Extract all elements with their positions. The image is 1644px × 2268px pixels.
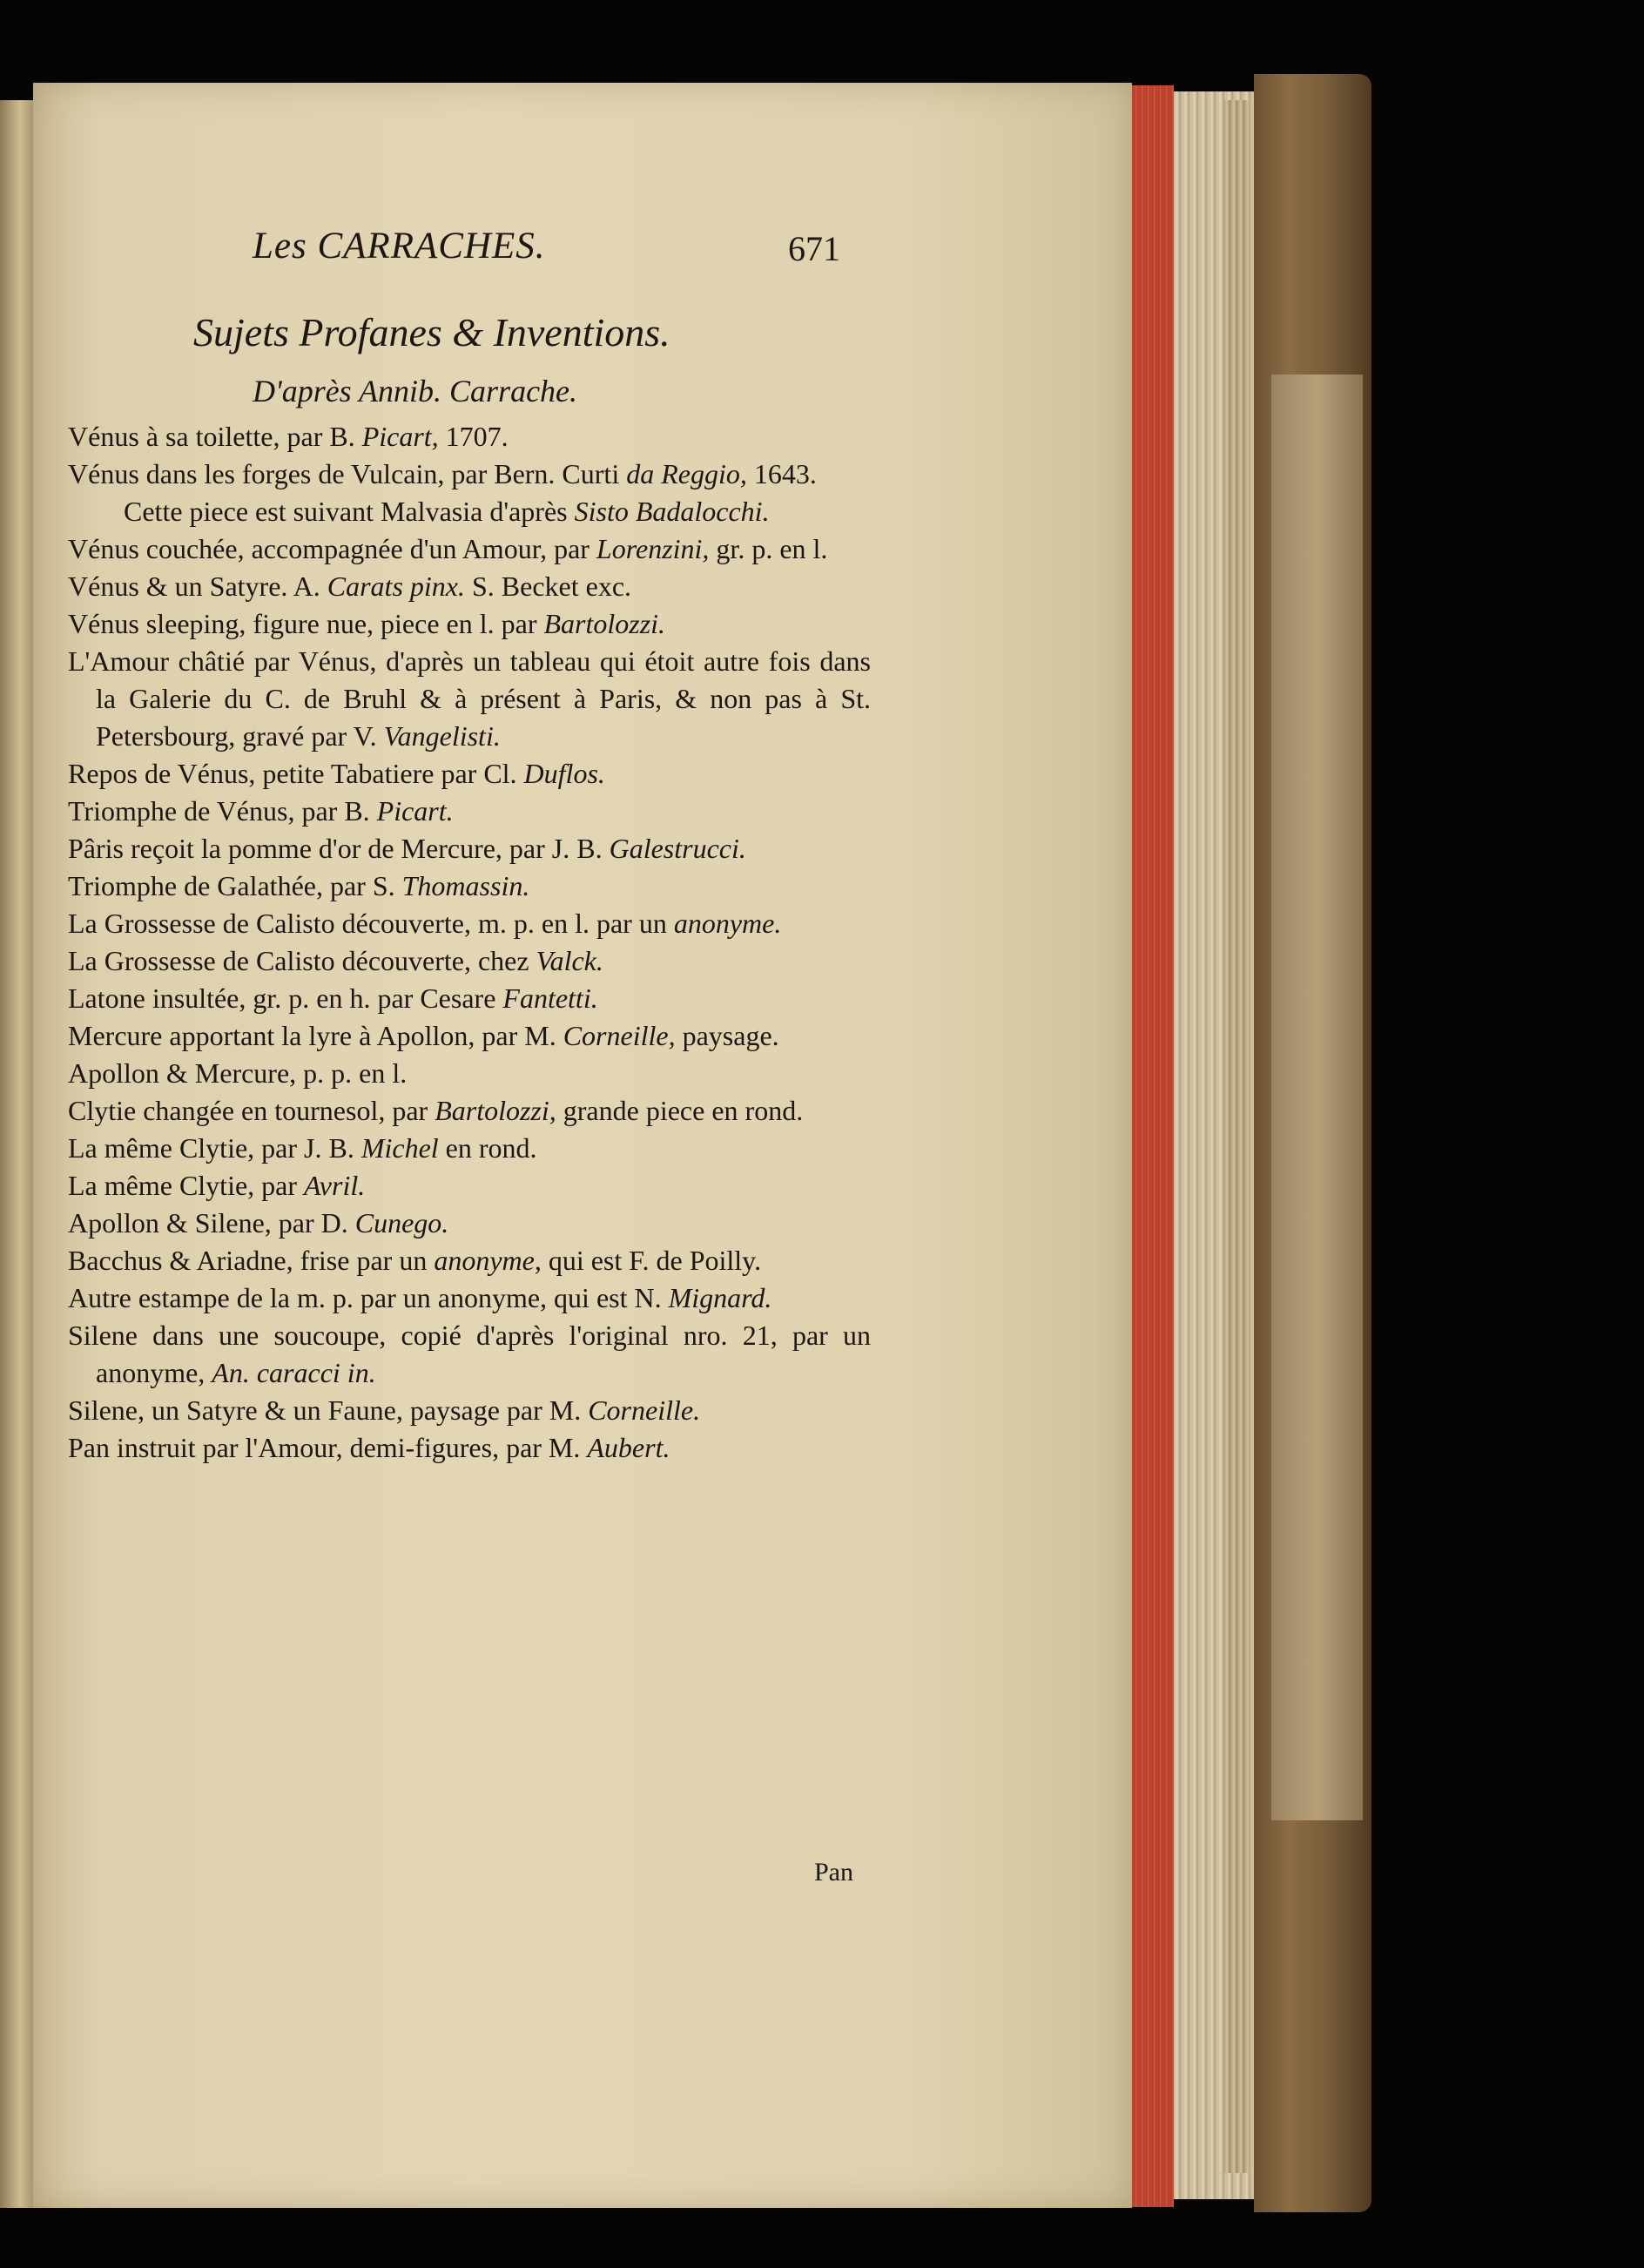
entry-post-text: S. Becket exc. bbox=[464, 570, 632, 602]
catalogue-entry bbox=[68, 830, 871, 867]
catalogue-entry bbox=[68, 568, 871, 605]
entry-it-text: anonyme, bbox=[434, 1245, 542, 1276]
entry-post-text: paysage. bbox=[675, 1020, 779, 1051]
entry-pre-text: Apollon & Mercure, p. p. en l. bbox=[68, 1057, 408, 1089]
entry-pre-text: Pâris reçoit la pomme d'or de Mercure, par J. B. bbox=[68, 833, 610, 864]
entry-pre-text: Vénus couchée, accompagnée d'un Amour, par bbox=[68, 533, 596, 564]
catalogue-entry bbox=[68, 942, 871, 980]
entry-it-text: Duflos. bbox=[523, 758, 605, 789]
entry-it-text: Vangelisti. bbox=[383, 720, 501, 752]
entry-it-text: An. caracci in. bbox=[212, 1357, 376, 1388]
catalogue-entry bbox=[68, 1279, 871, 1317]
red-page-edge bbox=[1132, 85, 1174, 2207]
entry-pre-text: Triomphe de Vénus, par B. bbox=[68, 795, 377, 827]
entry-pre-text: Pan instruit par l'Amour, demi-figures, par M. bbox=[68, 1432, 588, 1463]
catalogue-entry bbox=[68, 456, 871, 493]
entry-it-text: Picart. bbox=[376, 795, 454, 827]
entry-pre-text: Vénus dans les forges de Vulcain, par Bern. Curti bbox=[68, 458, 627, 489]
entry-post-text: grande piece en rond. bbox=[556, 1095, 804, 1126]
entry-pre-text: Triomphe de Galathée, par S. bbox=[68, 870, 402, 901]
entry-post-text: 1707. bbox=[438, 421, 509, 452]
entry-it-text: da Reggio, bbox=[626, 458, 747, 489]
catalogue-entry bbox=[68, 418, 871, 456]
entry-it-text: Sisto Badalocchi. bbox=[574, 496, 770, 527]
catalogue-entry bbox=[68, 755, 871, 793]
entry-pre-text: Vénus sleeping, figure nue, piece en l. par bbox=[68, 608, 544, 639]
entry-pre-text: Cette piece est suivant Malvasia d'après bbox=[124, 496, 575, 527]
entry-pre-text: La Grossesse de Calisto découverte, chez bbox=[68, 945, 536, 976]
catalogue-entry bbox=[68, 1205, 871, 1242]
catalogue-entry bbox=[68, 905, 871, 942]
entry-post-text: gr. p. en l. bbox=[709, 533, 828, 564]
entry-pre-text: Clytie changée en tournesol, par bbox=[68, 1095, 435, 1126]
catalogue-entry bbox=[68, 867, 871, 905]
entry-it-text: Corneille, bbox=[563, 1020, 676, 1051]
catalogue-entry bbox=[68, 605, 871, 643]
entry-pre-text: Vénus & un Satyre. A. bbox=[68, 570, 327, 602]
entry-pre-text: Bacchus & Ariadne, frise par un bbox=[68, 1245, 435, 1276]
entry-it-text: Thomassin. bbox=[401, 870, 530, 901]
entry-post-text: qui est F. de Poilly. bbox=[541, 1245, 762, 1276]
entry-it-text: Galestrucci. bbox=[609, 833, 746, 864]
catalogue-entry bbox=[68, 1130, 871, 1167]
entry-note bbox=[68, 493, 871, 530]
entry-pre-text: La même Clytie, par J. B. bbox=[68, 1132, 361, 1164]
binding-worn-area bbox=[1271, 375, 1363, 1820]
entry-pre-text: Repos de Vénus, petite Tabatiere par Cl. bbox=[68, 758, 524, 789]
catalogue-entry bbox=[68, 793, 871, 830]
catalogue-entry bbox=[68, 1242, 871, 1279]
entry-pre-text: Vénus à sa toilette, par B. bbox=[68, 421, 362, 452]
entry-post-text: 1643. bbox=[746, 458, 817, 489]
entry-it-text: Picart, bbox=[361, 421, 439, 452]
entry-post-text: en rond. bbox=[438, 1132, 537, 1164]
section-title: Sujets Profanes & Inventions. bbox=[193, 310, 670, 354]
entry-it-text: Carats pinx. bbox=[327, 570, 465, 602]
catalogue-entry bbox=[68, 1429, 871, 1467]
entry-it-text: Bartolozzi. bbox=[543, 608, 666, 639]
entry-pre-text: Apollon & Silene, par D. bbox=[68, 1207, 355, 1239]
entry-pre-text: Silene, un Satyre & un Faune, paysage par M. bbox=[68, 1394, 589, 1426]
entry-it-text: Valck. bbox=[536, 945, 603, 976]
entry-it-text: Fantetti. bbox=[502, 982, 598, 1014]
running-head: Les CARRACHES. bbox=[253, 226, 546, 267]
entry-it-text: Aubert. bbox=[587, 1432, 670, 1463]
entry-it-text: Michel bbox=[360, 1132, 439, 1164]
catalogue-entry bbox=[68, 1092, 871, 1130]
entry-it-text: Bartolozzi, bbox=[435, 1095, 556, 1126]
catalogue-entry bbox=[68, 643, 871, 755]
entry-it-text: Cunego. bbox=[354, 1207, 449, 1239]
entry-pre-text: Autre estampe de la m. p. par un anonyme, qui est N. bbox=[68, 1282, 669, 1313]
entry-it-text: Avril. bbox=[304, 1170, 366, 1201]
entry-it-text: Mignard. bbox=[668, 1282, 772, 1313]
catchword: Pan bbox=[814, 1858, 853, 1887]
page-number: 671 bbox=[788, 229, 840, 268]
previous-page-edge bbox=[0, 100, 33, 2208]
entry-pre-text: L'Amour châtié par Vénus, d'après un tableau qui étoit autre fois dans la Galerie du C. de Bruhl & à présent à Paris, & non pas à St. Petersbourg, gravé par V. bbox=[68, 645, 871, 752]
catalogue-entry bbox=[68, 1167, 871, 1205]
entry-pre-text: Silene dans une soucoupe, copié d'après l'original nro. 21, par un anonyme, bbox=[68, 1320, 871, 1388]
entry-it-text: anonyme. bbox=[673, 908, 782, 939]
entry-pre-text: La Grossesse de Calisto découverte, m. p. en l. par un bbox=[68, 908, 674, 939]
catalogue-entry bbox=[68, 1392, 871, 1429]
section-subtitle: D'après Annib. Carrache. bbox=[253, 374, 578, 408]
entry-pre-text: Mercure apportant la lyre à Apollon, par M. bbox=[68, 1020, 563, 1051]
entry-it-text: Corneille. bbox=[588, 1394, 701, 1426]
catalogue-entry bbox=[68, 1055, 871, 1092]
catalogue-entry bbox=[68, 1017, 871, 1055]
page-block-edge-inner bbox=[1223, 100, 1250, 2173]
catalogue-entry bbox=[68, 1317, 871, 1392]
catalogue-entry bbox=[68, 530, 871, 568]
catalogue-entries bbox=[68, 418, 871, 1467]
catalogue-entry bbox=[68, 980, 871, 1017]
entry-pre-text: La même Clytie, par bbox=[68, 1170, 305, 1201]
entry-pre-text: Latone insultée, gr. p. en h. par Cesare bbox=[68, 982, 503, 1014]
entry-it-text: Lorenzini, bbox=[596, 533, 710, 564]
